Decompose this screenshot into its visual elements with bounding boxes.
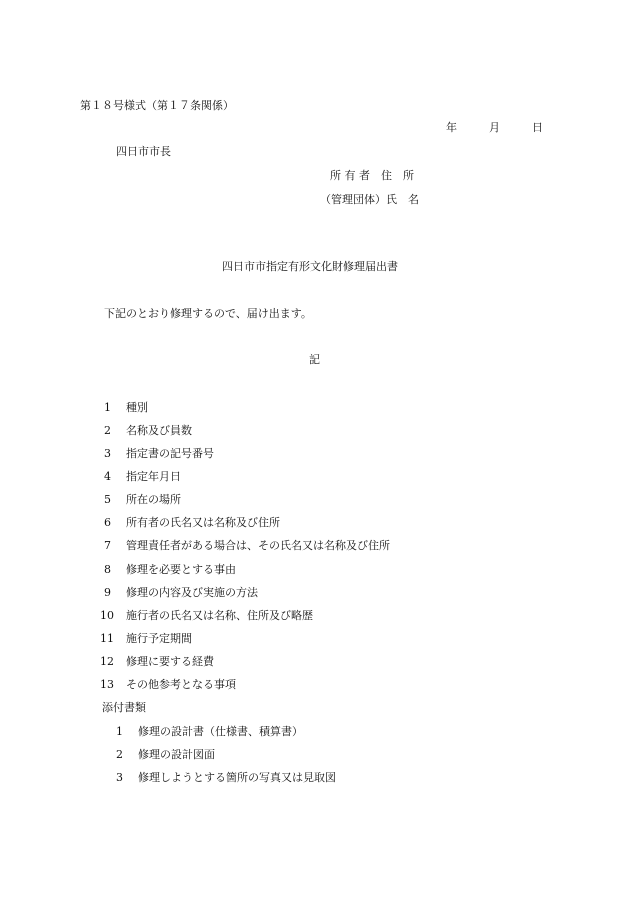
form-number: 第１８号様式（第１７条関係） [80,99,234,112]
intro-text: 下記のとおり修理するので、届け出ます。 [104,307,312,320]
list-item: 9 修理の内容及び実施の方法 [104,586,258,599]
org-name-label: （管理団体）氏 名 [320,193,419,206]
addressee: 四日市市長 [116,145,171,158]
attachment-item: 2 修理の設計図面 [116,748,215,761]
document-title: 四日市市指定有形文化財修理届出書 [222,260,398,273]
attachment-item: 1 修理の設計書（仕様書、積算書） [116,725,303,738]
list-item: 12 修理に要する経費 [100,655,214,668]
list-item: 13 その他参考となる事項 [100,678,236,691]
list-item: 1 種別 [104,401,148,414]
attachment-item: 3 修理しようとする箇所の写真又は見取図 [116,771,336,784]
date-line [446,122,543,133]
list-item: 7 管理責任者がある場合は、その氏名又は名称及び住所 [104,539,390,552]
date-day-label: 日 [532,121,543,134]
list-item: 5 所在の場所 [104,493,181,506]
list-item: 6 所有者の氏名又は名称及び住所 [104,516,280,529]
list-item: 2 名称及び員数 [104,424,192,437]
attachments-label: 添付書類 [102,701,146,714]
list-item: 11 施行予定期間 [100,632,192,645]
list-item: 8 修理を必要とする事由 [104,563,236,576]
ki-heading: 記 [309,353,320,366]
date-month-label: 月 [489,121,500,134]
date-year-label: 年 [446,121,457,134]
list-item: 3 指定書の記号番号 [104,447,214,460]
list-item: 4 指定年月日 [104,470,181,483]
list-item: 10 施行者の氏名又は名称、住所及び略歴 [100,609,313,622]
owner-address-label: 所 有 者 住 所 [330,169,414,182]
